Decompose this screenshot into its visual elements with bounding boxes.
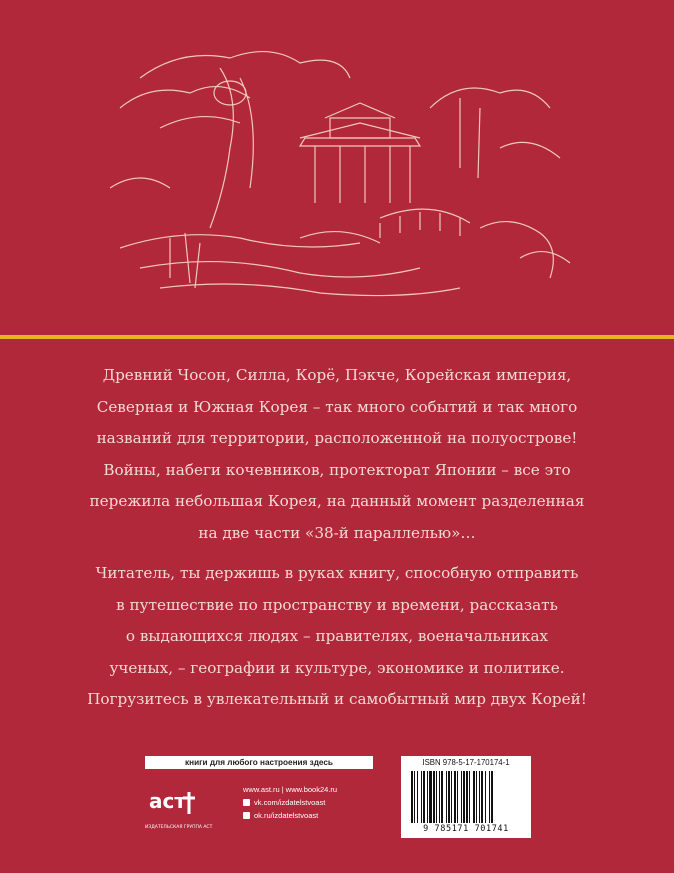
paragraph-line: Древний Чосон, Силла, Корё, Пэкче, Корейская империя,: [102, 366, 572, 384]
barcode-bar: [473, 771, 475, 823]
barcode-bar: [421, 771, 422, 823]
websites-link[interactable]: www.ast.ru | www.book24.ru: [243, 785, 338, 794]
paragraph-line: Войны, набеги кочевников, протекторат Японии – все это: [103, 460, 571, 479]
divider-line: [0, 335, 674, 339]
barcode-bar: [479, 771, 480, 823]
barcode-bar: [423, 771, 425, 823]
barcode-bar: [411, 771, 413, 823]
barcode-number: 9 785171 701741: [423, 824, 509, 834]
barcode-bar: [446, 771, 447, 823]
paragraph-line: Северная и Южная Корея – так много событий и так много: [96, 397, 578, 416]
publisher-footer: [143, 756, 531, 838]
barcode-bar: [469, 771, 470, 823]
vk-link[interactable]: vk.com/izdatelstvoast: [254, 798, 326, 807]
description-paragraph-2: [40, 558, 634, 716]
paragraph-line: ученых, – географии и культуре, экономике и политике.: [109, 658, 565, 677]
barcode-bar: [485, 771, 486, 823]
paragraph-line: на две части «38-й параллелью»…: [198, 523, 476, 542]
vk-icon: [243, 799, 250, 806]
barcode-bar: [461, 771, 462, 823]
paragraph-line: Читатель, ты держишь в руках книгу, способную отправить: [95, 564, 579, 582]
barcode-bar: [441, 771, 443, 823]
barcode-bar: [414, 771, 415, 823]
paragraph-line: названий для территории, расположенной на полуострове!: [96, 429, 578, 448]
barcode-bar: [433, 771, 435, 823]
barcode-bar: [489, 771, 490, 823]
paragraph-line: Погрузитесь в увлекательный и самобытный мир двух Корей!: [87, 690, 587, 709]
ok-icon: [243, 812, 250, 819]
paragraph-line: в путешествие по пространству и времени, рассказать: [116, 595, 558, 614]
barcode-bar: [436, 771, 437, 823]
ast-logo: [145, 780, 213, 836]
barcode-bar: [466, 771, 468, 823]
barcode-bar: [454, 771, 456, 823]
barcode-bar: [463, 771, 465, 823]
barcode-bar: [491, 771, 493, 823]
barcode-bar: [451, 771, 452, 823]
ok-link[interactable]: ok.ru/izdatelstvoast: [254, 811, 319, 820]
barcode-bar: [417, 771, 418, 823]
barcode-bars: [411, 771, 523, 823]
paragraph-line: о выдающихся людях – правителях, военачальниках: [125, 627, 549, 646]
temple-garden-illustration: [100, 38, 580, 313]
barcode-bar: [481, 771, 483, 823]
description-paragraph-1: [40, 360, 634, 550]
isbn-label: ISBN 978-5-17-170174-1: [422, 758, 510, 767]
barcode-bar: [457, 771, 458, 823]
svg-text:аст: аст: [149, 789, 186, 813]
barcode-bar: [429, 771, 432, 823]
barcode-bar: [439, 771, 440, 823]
barcode: [401, 756, 531, 838]
publisher-links: [243, 783, 337, 822]
barcode-bar: [476, 771, 477, 823]
logo-caption: ИЗДАТЕЛЬСКАЯ ГРУППА АСТ: [145, 825, 213, 830]
publisher-tagline: книги для любого настроения здесь: [145, 756, 373, 769]
barcode-bar: [448, 771, 450, 823]
paragraph-line: пережила небольшая Корея, на данный момент разделенная: [89, 492, 585, 511]
barcode-bar: [427, 771, 428, 823]
